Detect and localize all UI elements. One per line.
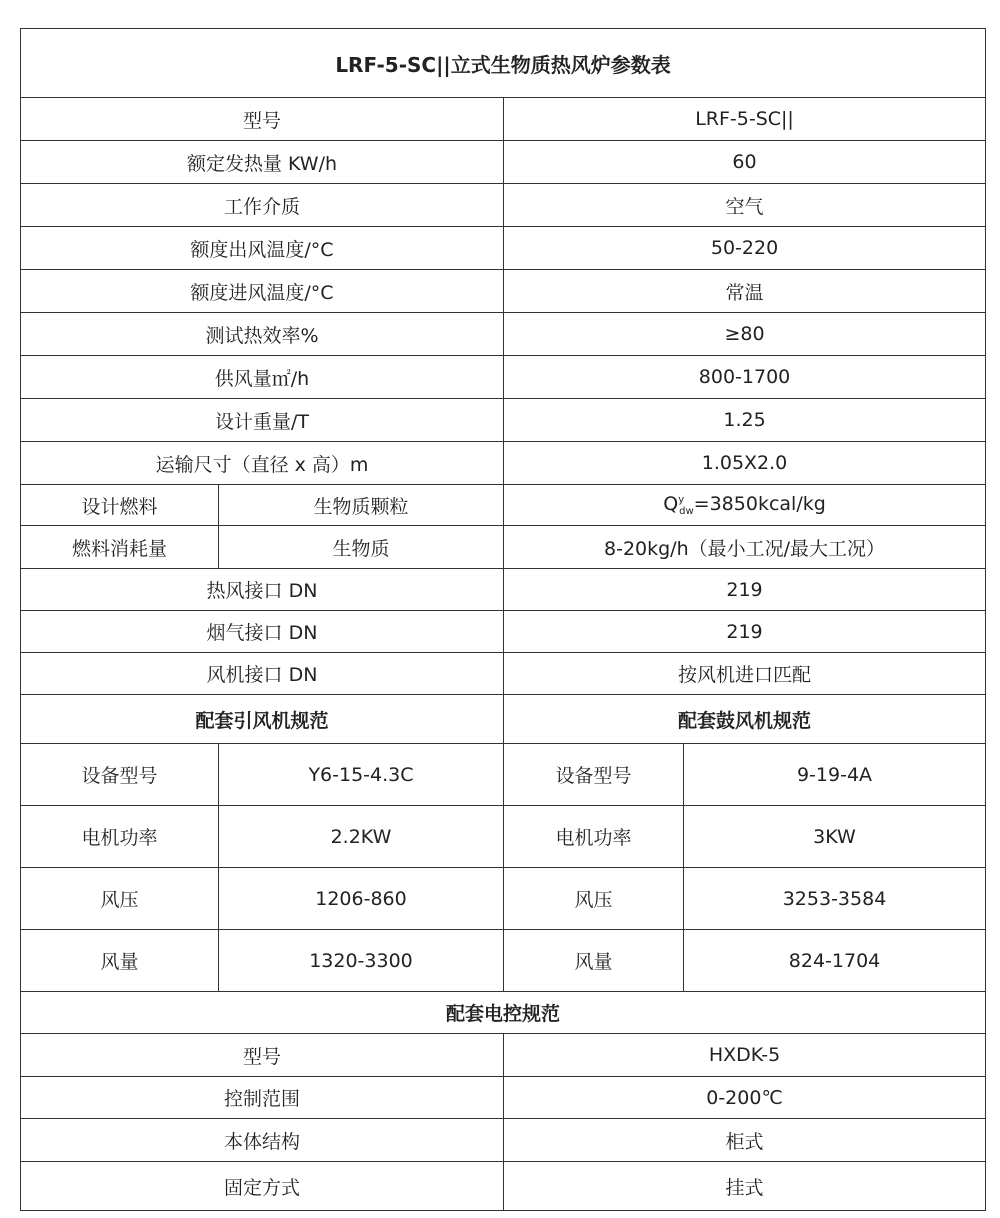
- blower-fan-label: 风压: [504, 868, 684, 930]
- control-header: 配套电控规范: [21, 992, 986, 1034]
- table-row: [21, 141, 986, 184]
- q-sup: y: [678, 494, 685, 506]
- induced-fan-label: 风量: [21, 930, 219, 992]
- table-row: [21, 399, 986, 442]
- table-row: [21, 1034, 986, 1077]
- row-value: 60: [504, 141, 986, 184]
- induced-fan-label: 电机功率: [21, 806, 219, 868]
- row-value: 按风机进口匹配: [504, 653, 986, 695]
- row-value: 1.25: [504, 399, 986, 442]
- row-value: ≥80: [504, 313, 986, 356]
- row-label: 型号: [21, 98, 504, 141]
- row-value: 空气: [504, 184, 986, 227]
- row-label: 工作介质: [21, 184, 504, 227]
- blower-fan-label: 设备型号: [504, 744, 684, 806]
- row-label: 热风接口 DN: [21, 569, 504, 611]
- table-row: [21, 806, 986, 868]
- row-value: HXDK-5: [504, 1034, 986, 1077]
- row-value: 219: [504, 611, 986, 653]
- row-value: 0-200℃: [504, 1077, 986, 1119]
- row-subvalue: 生物质: [219, 526, 504, 569]
- row-value: 柜式: [504, 1119, 986, 1162]
- row-label: 设计重量/T: [21, 399, 504, 442]
- induced-fan-label: 设备型号: [21, 744, 219, 806]
- table-row: [21, 611, 986, 653]
- blower-fan-value: 3KW: [684, 806, 986, 868]
- row-value: 219: [504, 569, 986, 611]
- blower-fan-value: 9-19-4A: [684, 744, 986, 806]
- blower-fan-label: 风量: [504, 930, 684, 992]
- row-label: 本体结构: [21, 1119, 504, 1162]
- table-row: [21, 526, 986, 569]
- row-label: 型号: [21, 1034, 504, 1077]
- row-label: 测试热效率%: [21, 313, 504, 356]
- row-label: 风机接口 DN: [21, 653, 504, 695]
- row-value: LRF-5-SC||: [504, 98, 986, 141]
- row-label: 固定方式: [21, 1162, 504, 1211]
- row-label: 额度出风温度/°C: [21, 227, 504, 270]
- table-row: [21, 270, 986, 313]
- induced-fan-value: Y6-15-4.3C: [219, 744, 504, 806]
- table-row: [21, 1077, 986, 1119]
- table-row: [21, 744, 986, 806]
- table-row: [21, 868, 986, 930]
- row-value: 1.05X2.0: [504, 442, 986, 485]
- table-row: [21, 442, 986, 485]
- table-row: [21, 184, 986, 227]
- blower-fan-header: 配套鼓风机规范: [504, 695, 986, 744]
- row-label: 额定发热量 KW/h: [21, 141, 504, 184]
- table-row: [21, 356, 986, 399]
- row-label: 控制范围: [21, 1077, 504, 1119]
- row-value: 800-1700: [504, 356, 986, 399]
- row-label: 供风量㎡/h: [21, 356, 504, 399]
- q-value: =3850kcal/kg: [693, 492, 826, 515]
- row-label: 额度进风温度/°C: [21, 270, 504, 313]
- table-row: [21, 653, 986, 695]
- row-label: 燃料消耗量: [21, 526, 219, 569]
- row-label: 烟气接口 DN: [21, 611, 504, 653]
- table-row: [21, 227, 986, 270]
- table-row: [21, 1119, 986, 1162]
- induced-fan-header: 配套引风机规范: [21, 695, 504, 744]
- table-row: [21, 98, 986, 141]
- q-sub: dw: [679, 506, 694, 518]
- table-row: [21, 569, 986, 611]
- parameter-table: [20, 28, 986, 1211]
- row-label: 设计燃料: [21, 485, 219, 526]
- row-value: [504, 485, 986, 526]
- table-row: [21, 485, 986, 526]
- row-value: 50-220: [504, 227, 986, 270]
- row-value: 常温: [504, 270, 986, 313]
- q-symbol: Q: [663, 492, 679, 515]
- row-subvalue: 生物质颗粒: [219, 485, 504, 526]
- row-value: 挂式: [504, 1162, 986, 1211]
- induced-fan-value: 2.2KW: [219, 806, 504, 868]
- induced-fan-value: 1320-3300: [219, 930, 504, 992]
- row-value: 8-20kg/h（最小工况/最大工况）: [504, 526, 986, 569]
- table-title: LRF-5-SC||立式生物质热风炉参数表: [21, 29, 986, 98]
- table-row: [21, 930, 986, 992]
- blower-fan-label: 电机功率: [504, 806, 684, 868]
- induced-fan-label: 风压: [21, 868, 219, 930]
- row-label: 运输尺寸（直径 x 高）m: [21, 442, 504, 485]
- induced-fan-value: 1206-860: [219, 868, 504, 930]
- blower-fan-value: 3253-3584: [684, 868, 986, 930]
- table-row: [21, 1162, 986, 1211]
- table-row: [21, 313, 986, 356]
- blower-fan-value: 824-1704: [684, 930, 986, 992]
